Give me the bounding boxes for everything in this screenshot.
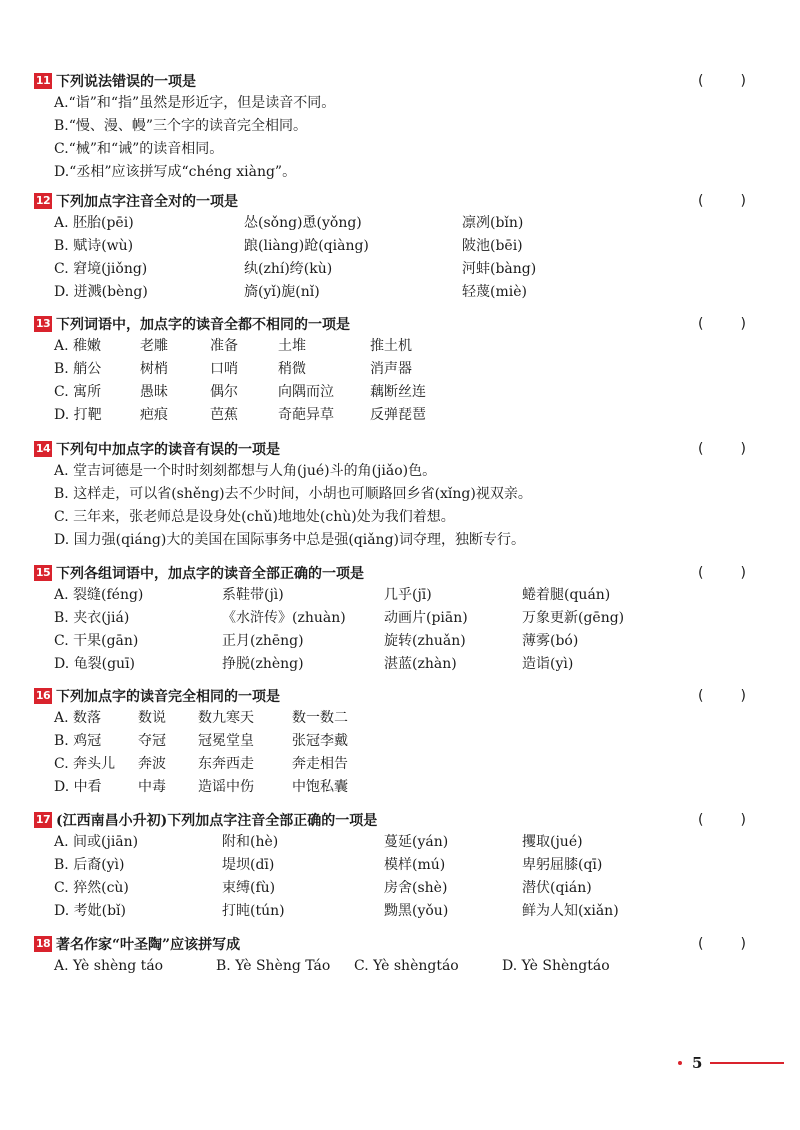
option-cell: C. 猝然(cù) — [54, 880, 129, 896]
option-row — [34, 607, 754, 630]
answer-blank[interactable]: ( ) — [698, 316, 746, 332]
option-row — [34, 955, 754, 978]
option-cell: 愚昧 — [140, 384, 168, 400]
option-cell: A. 间或(jiān) — [54, 834, 139, 850]
option-cell: 鲜为人知(xiǎn) — [522, 903, 619, 919]
option-cell: 河蚌(bàng) — [462, 261, 537, 277]
option-cell: 芭蕉 — [210, 407, 238, 423]
option-cell: D. 迸溅(bèng) — [54, 284, 148, 300]
option-cell: 陂池(bēi) — [462, 238, 523, 254]
option-cell: 攫取(jué) — [522, 834, 583, 850]
option-cell: 轻蔑(miè) — [462, 284, 527, 300]
option-cell: 向隅而泣 — [278, 384, 334, 400]
question-text: 下列句中加点字的读音有误的一项是 — [56, 442, 280, 458]
option-cell: 蜷着腿(quán) — [522, 587, 611, 603]
option-cell: 附和(hè) — [222, 834, 279, 850]
question-15 — [34, 562, 754, 676]
option-cell: A. 裂缝(féng) — [54, 587, 144, 603]
option-cell: 数九寒天 — [198, 710, 254, 726]
option-cell: 系鞋带(jì) — [222, 587, 284, 603]
option-cell: 数说 — [138, 710, 166, 726]
option-cell: 老雕 — [140, 338, 168, 354]
option-cell: 薄雾(bó) — [522, 633, 579, 649]
option-cell: A. 胚胎(pēi) — [54, 215, 134, 231]
question-text: (江西南昌小升初)下列加点字注音全部正确的一项是 — [56, 813, 378, 829]
option-cell: 怂(sǒng)恿(yǒng) — [244, 215, 362, 231]
footer-rule — [710, 1062, 784, 1064]
option-row — [34, 258, 754, 281]
option-row — [34, 831, 754, 854]
option-cell: 冠冕堂皇 — [198, 733, 254, 749]
option-cell: D. 龟裂(guī) — [54, 656, 136, 672]
option-cell: 潜伏(qián) — [522, 880, 592, 896]
option-cell: 消声器 — [370, 361, 412, 377]
option-cell: 中饱私囊 — [292, 779, 348, 795]
option-cell: C. 干果(gān) — [54, 633, 139, 649]
page-number: 5 — [692, 1054, 703, 1072]
option-cell: 《水浒传》(zhuàn) — [222, 610, 346, 626]
answer-blank[interactable]: ( ) — [698, 193, 746, 209]
question-header — [34, 313, 754, 335]
option-cell: 踉(liàng)跄(qiàng) — [244, 238, 369, 254]
question-number-badge: 11 — [35, 74, 51, 87]
option-cell: 动画片(piān) — [384, 610, 468, 626]
option-cell: 纨(zhí)绔(kù) — [244, 261, 333, 277]
option-cell: 东奔西走 — [198, 756, 254, 772]
question-header — [34, 562, 754, 584]
question-13 — [34, 313, 754, 427]
question-18 — [34, 933, 754, 978]
option-cell: 数一数二 — [292, 710, 348, 726]
option-cell: A. 稚嫩 — [54, 338, 102, 354]
question-header — [34, 70, 754, 92]
option-cell: 准备 — [210, 338, 238, 354]
option-row — [34, 630, 754, 653]
option-cell: 黝黑(yǒu) — [384, 903, 449, 919]
answer-blank[interactable]: ( ) — [698, 441, 746, 457]
option-cell: 中毒 — [138, 779, 166, 795]
option-row — [34, 707, 754, 730]
option-row — [34, 900, 754, 923]
answer-blank[interactable]: ( ) — [698, 936, 746, 952]
option-row — [34, 753, 754, 776]
question-number-badge: 18 — [35, 937, 51, 950]
option-cell: 藕断丝连 — [370, 384, 426, 400]
option-cell: 挣脱(zhèng) — [222, 656, 304, 672]
option-cell: B. 赋诗(wù) — [54, 238, 134, 254]
option-cell: 蔓延(yán) — [384, 834, 449, 850]
question-11 — [34, 70, 754, 184]
option-cell: 反弹琵琶 — [370, 407, 426, 423]
option-line: D. 国力强(qiáng)大的美国在国际事务中总是强(qiǎng)词夺理，独断专行。 — [54, 532, 526, 548]
option-cell: 偶尔 — [210, 384, 238, 400]
question-number-badge: 17 — [35, 813, 51, 826]
option-cell: A. 数落 — [54, 710, 102, 726]
option-cell: 土堆 — [278, 338, 306, 354]
option-cell: B. Yè Shèng Táo — [216, 958, 331, 974]
option-cell: 几乎(jī) — [384, 587, 432, 603]
question-number-badge: 14 — [35, 442, 51, 455]
option-cell: 奇葩异草 — [278, 407, 334, 423]
option-cell: 堤坝(dī) — [222, 857, 275, 873]
option-line: D.“丞相”应该拼写成“chéng xiàng”。 — [54, 164, 297, 180]
page-number-footer — [678, 1052, 784, 1074]
question-text: 下列说法错误的一项是 — [56, 74, 196, 90]
option-cell: B. 艄公 — [54, 361, 102, 377]
question-text: 著名作家“叶圣陶”应该拼写成 — [56, 937, 241, 953]
answer-blank[interactable]: ( ) — [698, 565, 746, 581]
option-line: C.“械”和“诫”的读音相同。 — [54, 141, 224, 157]
option-cell: D. Yè Shèngtáo — [502, 958, 610, 974]
option-cell: 疤痕 — [140, 407, 168, 423]
option-line: C. 三年来，张老师总是设身处(chǔ)地地处(chù)处为我们着想。 — [54, 509, 455, 525]
question-header — [34, 685, 754, 707]
bullet-dot-icon — [678, 1061, 682, 1065]
option-cell: 凛冽(bǐn) — [462, 215, 524, 231]
question-header — [34, 190, 754, 212]
option-cell: C. 寓所 — [54, 384, 102, 400]
question-number-badge: 15 — [35, 566, 51, 579]
question-header — [34, 438, 754, 460]
option-row — [34, 776, 754, 799]
option-cell: 奔走相告 — [292, 756, 348, 772]
option-cell: 张冠李戴 — [292, 733, 348, 749]
option-cell: 房舍(shè) — [384, 880, 448, 896]
option-cell: 树梢 — [140, 361, 168, 377]
option-cell: 模样(mú) — [384, 857, 446, 873]
option-line: A.“诣”和“指”虽然是形近字，但是读音不同。 — [54, 95, 336, 111]
option-cell: 旋转(zhuǎn) — [384, 633, 466, 649]
option-cell: 万象更新(gēng) — [522, 610, 625, 626]
option-cell: 口哨 — [210, 361, 238, 377]
question-number-badge: 16 — [35, 689, 51, 702]
question-number-badge: 13 — [35, 317, 51, 330]
option-row — [34, 877, 754, 900]
option-cell: 造谣中伤 — [198, 779, 254, 795]
option-cell: B. 鸡冠 — [54, 733, 102, 749]
option-line: A. 堂吉诃德是一个时时刻刻都想与人角(jué)斗的角(jiǎo)色。 — [54, 463, 437, 479]
option-cell: A. Yè shèng táo — [54, 958, 164, 974]
option-row — [34, 335, 754, 358]
option-cell: B. 后裔(yì) — [54, 857, 125, 873]
question-text: 下列词语中，加点字的读音全都不相同的一项是 — [56, 317, 350, 333]
question-text: 下列加点字注音全对的一项是 — [56, 194, 238, 210]
option-cell: 湛蓝(zhàn) — [384, 656, 457, 672]
option-cell: 卑躬屈膝(qī) — [522, 857, 603, 873]
option-cell: D. 中看 — [54, 779, 102, 795]
option-row — [34, 235, 754, 258]
option-cell: 稍微 — [278, 361, 306, 377]
question-header — [34, 809, 754, 831]
option-row — [34, 381, 754, 404]
option-cell: C. Yè shèngtáo — [354, 958, 459, 974]
option-cell: 束缚(fù) — [222, 880, 276, 896]
option-cell: 夺冠 — [138, 733, 166, 749]
question-17 — [34, 809, 754, 923]
option-line: B. 这样走，可以省(shěng)去不少时间，小胡也可顺路回乡省(xǐng)视双亲。 — [54, 486, 532, 502]
question-14 — [34, 438, 754, 552]
option-cell: C. 窘境(jiǒng) — [54, 261, 148, 277]
option-cell: 正月(zhēng) — [222, 633, 304, 649]
question-number-badge: 12 — [35, 194, 51, 207]
option-cell: D. 打靶 — [54, 407, 102, 423]
option-cell: C. 奔头儿 — [54, 756, 116, 772]
option-cell: 打盹(tún) — [222, 903, 285, 919]
option-cell: 造诣(yì) — [522, 656, 574, 672]
option-cell: B. 夹衣(jiá) — [54, 610, 130, 626]
question-text: 下列各组词语中，加点字的读音全部正确的一项是 — [56, 566, 364, 582]
option-row — [34, 730, 754, 753]
option-row — [34, 854, 754, 877]
option-row — [34, 584, 754, 607]
answer-blank[interactable]: ( ) — [698, 73, 746, 89]
option-cell: 奔波 — [138, 756, 166, 772]
question-12 — [34, 190, 754, 304]
option-row — [34, 358, 754, 381]
option-row — [34, 404, 754, 427]
answer-blank[interactable]: ( ) — [698, 812, 746, 828]
option-row — [34, 653, 754, 676]
option-cell: D. 考妣(bǐ) — [54, 903, 126, 919]
answer-blank[interactable]: ( ) — [698, 688, 746, 704]
option-cell: 推土机 — [370, 338, 412, 354]
option-row — [34, 281, 754, 304]
option-line: B.“慢、漫、幔”三个字的读音完全相同。 — [54, 118, 308, 134]
question-16 — [34, 685, 754, 799]
question-text: 下列加点字的读音完全相同的一项是 — [56, 689, 280, 705]
option-row — [34, 212, 754, 235]
option-cell: 旖(yǐ)旎(nǐ) — [244, 284, 320, 300]
question-header — [34, 933, 754, 955]
